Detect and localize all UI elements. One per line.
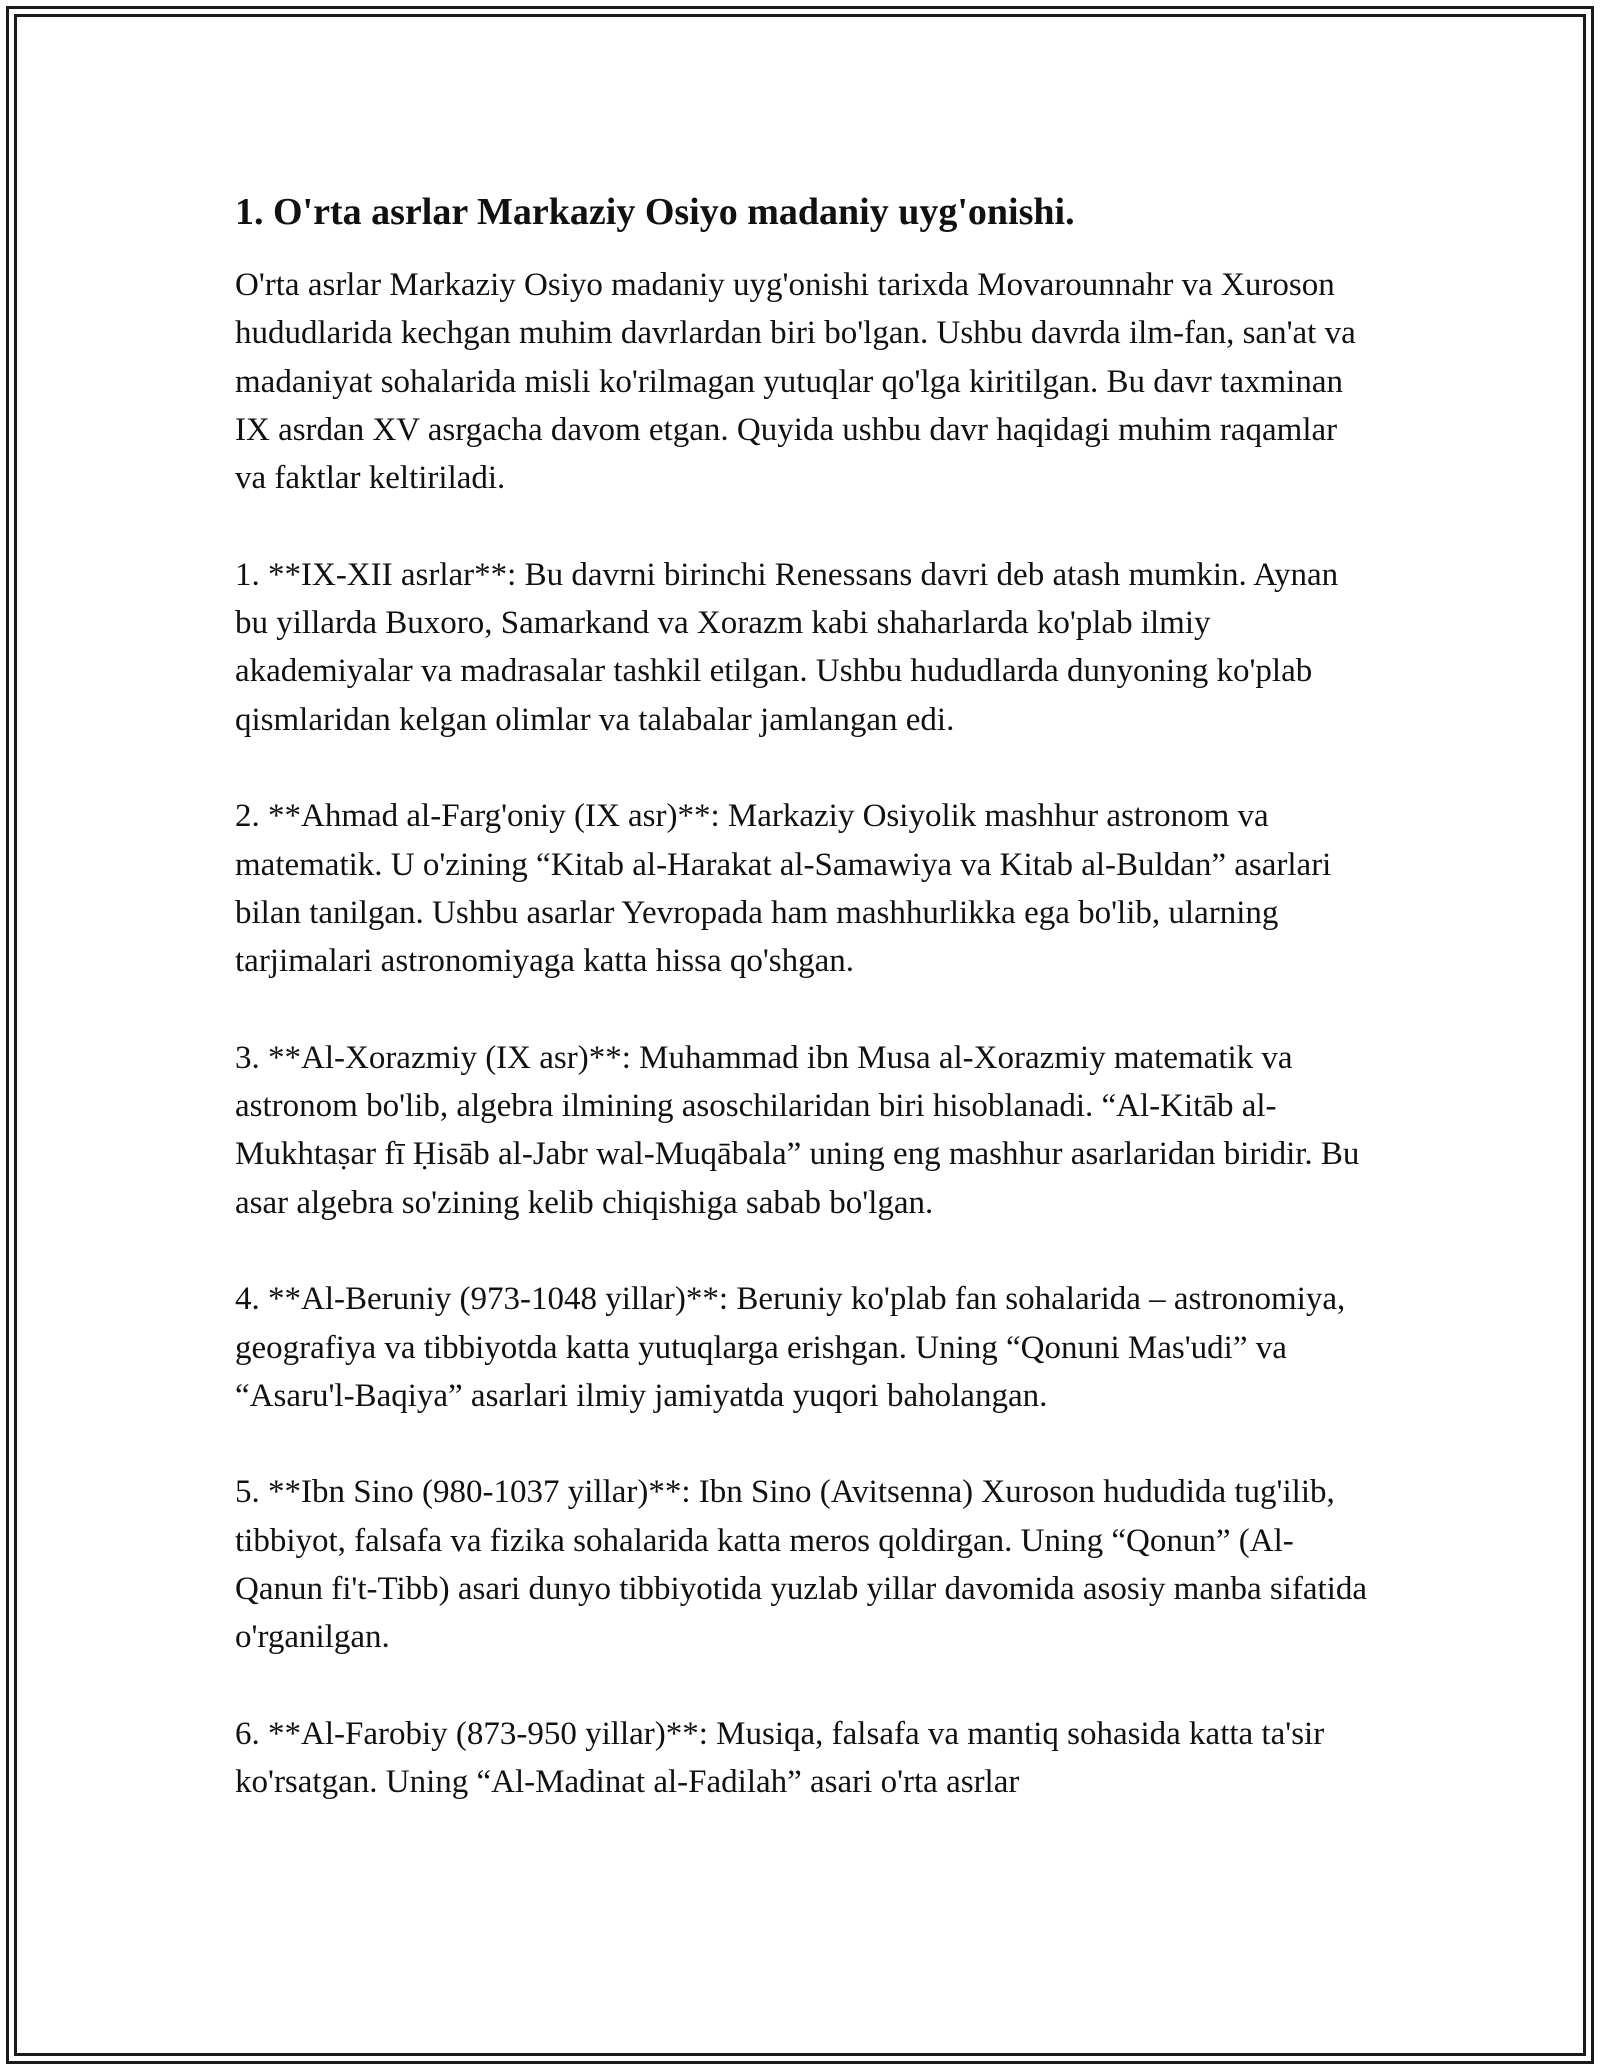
document-body [235,187,1375,1855]
list-item: 2. **Ahmad al-Farg'oniy (IX asr)**: Markaziy Osiyolik mashhur astronom va matematik. U o'zining “Kitab al-Harakat al-Samawiya va Kitab al-Buldan” asarlari bilan tanilgan. Ushbu asarlar Yevropada ham mashhurlikka ega bo'lib, ularning tarjimalari astronomiyaga katta hissa qo'shgan. [235,798,1332,980]
document-title: 1. O'rta asrlar Markaziy Osiyo madaniy uyg'onishi. [235,191,1075,233]
list-item: 6. **Al-Farobiy (873-950 yillar)**: Musiqa, falsafa va mantiq sohasida katta ta'sir ko'rsatgan. Uning “Al-Madinat al-Fadilah” asari o'rta asrlar [235,1715,1325,1801]
list-item: 5. **Ibn Sino (980-1037 yillar)**: Ibn Sino (Avitsenna) Xuroson hududida tug'ilib, tibbiyot, falsafa va fizika sohalarida katta meros qoldirgan. Uning “Qonun” (Al-Qanun fi't-Tibb) asari dunyo tibbiyotida yuzlab yillar davomida asosiy manba sifatida o'rganilgan. [235,1474,1368,1656]
list-item: 3. **Al-Xorazmiy (IX asr)**: Muhammad ibn Musa al-Xorazmiy matematik va astronom bo'lib, algebra ilmining asoschilaridan biri hisoblanadi. “Al-Kitāb al-Mukhtaṣar fī Ḥisāb al-Jabr wal-Muqābala” uning eng mashhur asarlaridan biridir. Bu asar algebra so'zining kelib chiqishiga sabab bo'lgan. [235,1039,1360,1221]
list-item: 4. **Al-Beruniy (973-1048 yillar)**: Beruniy ko'plab fan sohalarida – astronomiya, geografiya va tibbiyotda katta yutuqlarga erishgan. Uning “Qonuni Mas'udi” va “Asaru'l-Baqiya” asarlari ilmiy jamiyatda yuqori baholangan. [235,1281,1346,1414]
list-item: 1. **IX-XII asrlar**: Bu davrni birinchi Renessans davri deb atash mumkin. Aynan bu yillarda Buxoro, Samarkand va Xorazm kabi shaharlarda ko'plab ilmiy akademiyalar va madrasalar tashkil etilgan. Ushbu hududlarda dunyoning ko'plab qismlaridan kelgan olimlar va talabalar jamlangan edi. [235,556,1339,738]
intro-paragraph: O'rta asrlar Markaziy Osiyo madaniy uyg'onishi tarixda Movarounnahr va Xuroson hududlarida kechgan muhim davrlardan biri bo'lgan. Ushbu davrda ilm-fan, san'at va madaniyat sohalarida misli ko'rilmagan yutuqlar qo'lga kiritilgan. Bu davr taxminan IX asrdan XV asrgacha davom etgan. Quyida ushbu davr haqidagi muhim raqamlar va faktlar keltiriladi. [235,267,1356,497]
